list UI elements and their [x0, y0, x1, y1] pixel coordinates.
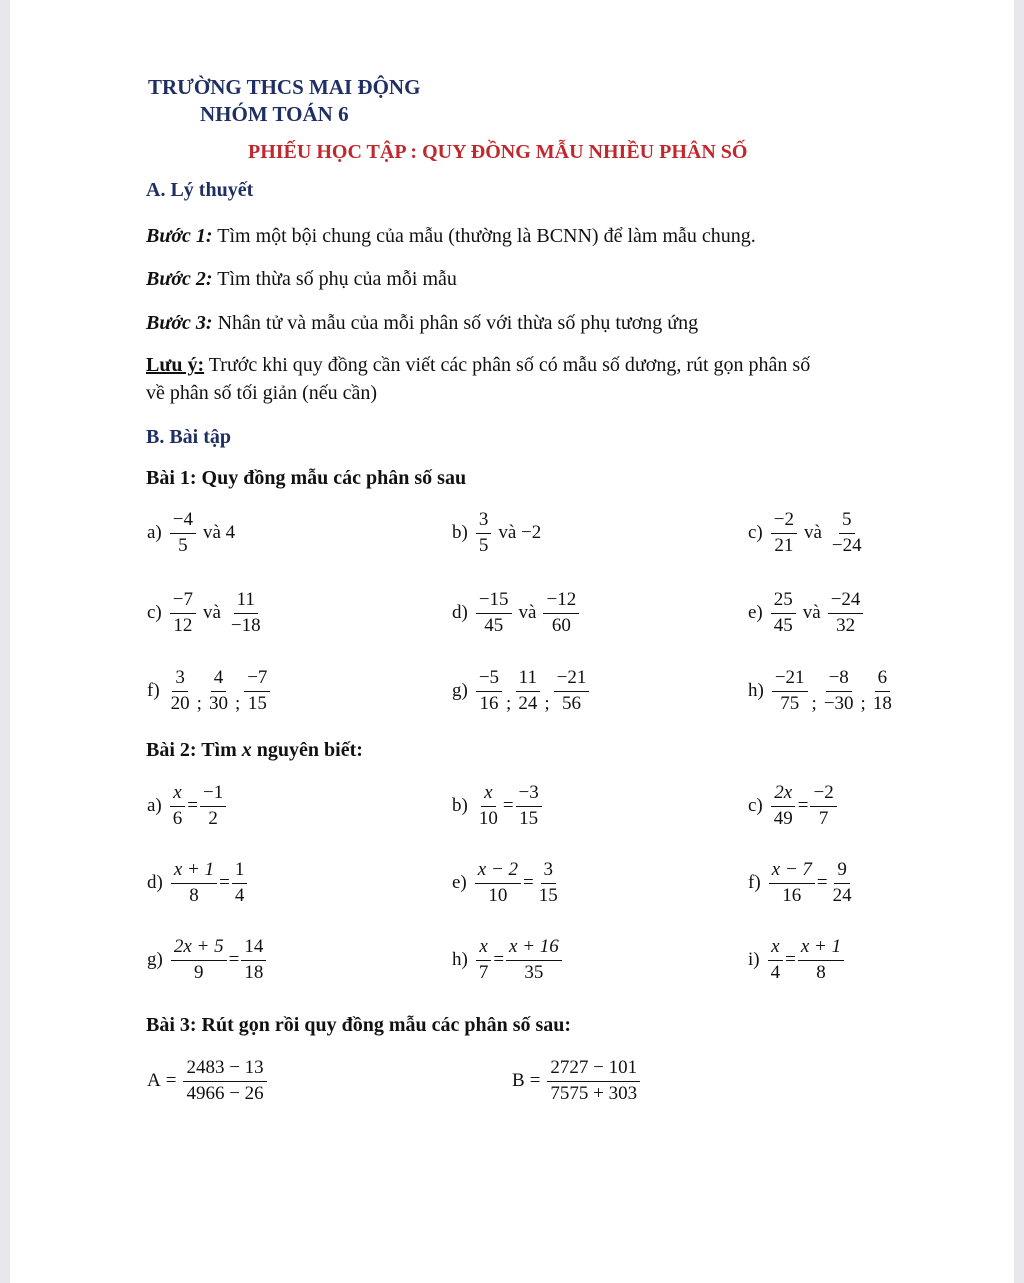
item-label: e) [452, 872, 467, 894]
numerator: 2483 − 13 [183, 1058, 266, 1082]
theory-heading: A. Lý thuyết [146, 179, 254, 201]
bai1-item-f [147, 668, 272, 715]
bai1-item-d [452, 590, 581, 637]
denominator: 15 [538, 884, 558, 906]
fraction [476, 590, 512, 637]
fraction [170, 510, 196, 557]
denominator: 45 [773, 614, 793, 636]
numerator: 3 [476, 510, 492, 534]
step-3 [146, 312, 698, 335]
numerator [171, 937, 227, 961]
note-text-1: Trước khi quy đồng cần viết các phân số có mẫu số dương, rút gọn phân số [204, 354, 811, 376]
bai2-item-i [748, 937, 846, 984]
bai1-item-h [748, 668, 897, 715]
variable: x [484, 782, 493, 803]
fraction [515, 668, 540, 715]
numerator: 2727 − 101 [547, 1058, 640, 1082]
denominator: 24 [518, 692, 538, 714]
worksheet-page [10, 0, 1014, 1283]
numerator: 3 [541, 860, 557, 884]
bai3-title: Bài 3: Rút gọn rồi quy đồng mẫu các phân số sau: [146, 1014, 572, 1036]
fraction [476, 510, 492, 557]
numerator: 4 [211, 668, 227, 692]
fraction [170, 783, 186, 830]
denominator: 15 [247, 692, 267, 714]
equals-sign: = [523, 872, 534, 894]
denominator: 21 [774, 534, 794, 556]
step-1-label: Bước 1: [146, 225, 213, 247]
item-label: f) [748, 872, 761, 894]
item-label: d) [452, 602, 468, 624]
connector: và [802, 602, 821, 624]
bai2-variable: x [241, 739, 252, 761]
separator: ; [811, 692, 817, 714]
fraction [554, 668, 590, 715]
denominator: 32 [836, 614, 856, 636]
fraction [810, 783, 836, 830]
step-3-text: Nhân tử và mẫu của mỗi phân số với thừa số phụ tương ứng [212, 312, 699, 334]
bai1-item-c [748, 510, 867, 557]
denominator: 16 [479, 692, 499, 714]
item-label: f) [147, 680, 160, 702]
numerator: −21 [772, 668, 808, 692]
numerator [506, 937, 562, 961]
fraction [206, 668, 231, 715]
fraction [771, 783, 796, 830]
fraction [870, 668, 895, 715]
numerator: −1 [200, 783, 226, 807]
equals-sign: = [187, 795, 198, 817]
numerator: 3 [172, 668, 188, 692]
item-label: c) [748, 795, 763, 817]
fraction [168, 668, 193, 715]
expression: x − 7 [771, 859, 812, 880]
variable: x [173, 782, 182, 803]
fraction [232, 860, 248, 907]
numerator [170, 783, 184, 807]
expression: x − 2 [477, 859, 519, 880]
bai1-item-a [147, 510, 240, 557]
fraction [476, 937, 492, 984]
bai1-item-b [452, 510, 546, 557]
denominator: 24 [832, 884, 852, 906]
numerator: −3 [516, 783, 542, 807]
bai2-item-d [147, 860, 249, 907]
item-tail: và −2 [498, 522, 542, 544]
bai2-item-g [147, 937, 268, 984]
group-name: NHÓM TOÁN 6 [200, 102, 349, 126]
numerator: −2 [810, 783, 836, 807]
bai1-title: Bài 1: Quy đồng mẫu các phân số sau [146, 467, 467, 489]
denominator: 4966 − 26 [186, 1082, 264, 1104]
fraction [772, 668, 808, 715]
denominator: −18 [230, 614, 261, 636]
item-label: b) [452, 522, 468, 544]
numerator: −24 [828, 590, 864, 614]
fraction [171, 937, 227, 984]
denominator: 12 [173, 614, 193, 636]
exercises-heading: B. Bài tập [146, 426, 232, 448]
step-1-text: Tìm một bội chung của mẫu (thường là BCNN) để làm mẫu chung. [212, 225, 756, 247]
denominator: −24 [831, 534, 862, 556]
item-label: a) [147, 522, 162, 544]
fraction [506, 937, 562, 984]
denominator: 35 [524, 961, 544, 983]
fraction [244, 668, 270, 715]
denominator: 7 [478, 961, 489, 983]
bai2-title-a: Bài 2: Tìm [146, 739, 237, 761]
fraction [830, 860, 855, 907]
worksheet-title: PHIẾU HỌC TẬP : QUY ĐỒNG MẪU NHIỀU PHÂN SỐ [248, 141, 748, 163]
denominator: 5 [178, 534, 188, 556]
fraction [228, 590, 264, 637]
fraction [821, 668, 857, 715]
step-3-label: Bước 3: [146, 312, 213, 334]
bai3-expression-b [512, 1058, 642, 1105]
item-tail: và 4 [202, 522, 236, 544]
denominator: 4 [234, 884, 245, 906]
fraction [475, 860, 521, 907]
note-line-2: về phân số tối giản (nếu cần) [146, 382, 378, 404]
denominator: 45 [484, 614, 504, 636]
bai2-item-a [147, 783, 228, 830]
numerator [475, 860, 521, 884]
denominator: 2 [208, 807, 218, 829]
expression: 2x + 5 [173, 936, 224, 957]
numerator: −8 [826, 668, 852, 692]
equals-sign: = [493, 949, 505, 971]
fraction [828, 590, 864, 637]
numerator [771, 783, 795, 807]
numerator [171, 860, 217, 884]
variable: x [771, 936, 780, 957]
item-label: c) [748, 522, 763, 544]
expression: 2x [774, 782, 793, 803]
denominator: 16 [782, 884, 802, 906]
item-label: a) [147, 795, 162, 817]
numerator: −7 [170, 590, 196, 614]
school-name: TRƯỜNG THCS MAI ĐỘNG [148, 75, 421, 99]
denominator: 75 [780, 692, 800, 714]
denominator: 56 [561, 692, 581, 714]
bai1-item-g [452, 668, 591, 715]
denominator: 60 [551, 614, 571, 636]
denominator: 10 [478, 807, 498, 829]
item-label: h) [748, 680, 764, 702]
fraction [476, 783, 501, 830]
numerator: 9 [834, 860, 850, 884]
expression-label: A [147, 1070, 161, 1092]
denominator: 4 [770, 961, 781, 983]
item-label: g) [452, 680, 468, 702]
equals-sign: = [502, 795, 514, 817]
item-label: h) [452, 949, 468, 971]
expression: x + 1 [800, 936, 842, 957]
numerator: −4 [170, 510, 196, 534]
equals-sign: = [228, 949, 240, 971]
denominator: 49 [773, 807, 793, 829]
note-line-1 [146, 354, 810, 377]
fraction [170, 590, 196, 637]
item-label: g) [147, 949, 163, 971]
denominator: 10 [488, 884, 508, 906]
numerator: −5 [476, 668, 502, 692]
connector: và [202, 602, 221, 624]
note-label: Lưu ý: [146, 354, 205, 376]
separator: ; [196, 692, 202, 714]
numerator: −21 [554, 668, 590, 692]
denominator: 15 [519, 807, 539, 829]
fraction [241, 937, 266, 984]
fraction [547, 1058, 640, 1105]
item-label: b) [452, 795, 468, 817]
fraction [183, 1058, 266, 1105]
fraction [798, 937, 844, 984]
denominator: −30 [823, 692, 854, 714]
item-label: d) [147, 872, 163, 894]
separator: ; [234, 692, 241, 714]
fraction [771, 510, 797, 557]
fraction [200, 783, 226, 830]
bai2-item-h [452, 937, 564, 984]
denominator: 5 [478, 534, 489, 556]
equals-sign: = [529, 1070, 541, 1092]
item-label: e) [748, 602, 763, 624]
equals-sign: = [785, 949, 796, 971]
separator: ; [860, 692, 866, 714]
step-2-text: Tìm thừa số phụ của mỗi mẫu [212, 268, 457, 290]
equals-sign: = [165, 1070, 177, 1092]
numerator [476, 937, 490, 961]
step-2 [146, 268, 457, 291]
equals-sign: = [219, 872, 230, 894]
fraction [476, 668, 502, 715]
denominator: 8 [189, 884, 199, 906]
numerator: −2 [771, 510, 797, 534]
numerator: 11 [516, 668, 540, 692]
connector: và [518, 602, 537, 624]
numerator: 14 [241, 937, 266, 961]
step-2-label: Bước 2: [146, 268, 213, 290]
numerator: −15 [476, 590, 512, 614]
fraction [516, 783, 542, 830]
bai2-item-c [748, 783, 839, 830]
denominator: 20 [170, 692, 190, 714]
bai2-item-f [748, 860, 857, 907]
numerator [768, 937, 782, 961]
separator: ; [506, 692, 512, 714]
bai2-item-b [452, 783, 544, 830]
equals-sign: = [816, 872, 828, 894]
fraction [769, 860, 815, 907]
numerator: −7 [244, 668, 270, 692]
denominator: 9 [193, 961, 204, 983]
numerator: 11 [234, 590, 258, 614]
bai1-item-c2 [147, 590, 266, 637]
numerator: 6 [875, 668, 891, 692]
connector: và [803, 522, 822, 544]
numerator [481, 783, 495, 807]
bai3-expression-a [147, 1058, 269, 1105]
expression: x + 16 [509, 936, 559, 957]
bai1-item-e [748, 590, 865, 637]
numerator: −12 [543, 590, 579, 614]
numerator [769, 860, 815, 884]
denominator: 6 [172, 807, 183, 829]
fraction [768, 937, 784, 984]
variable: x [479, 936, 488, 957]
bai2-item-e [452, 860, 563, 907]
expression: x + 1 [173, 859, 215, 880]
item-label: c) [147, 602, 162, 624]
bai2-title [146, 739, 363, 762]
fraction [829, 510, 865, 557]
denominator: 18 [244, 961, 264, 983]
separator: ; [544, 692, 550, 714]
item-label: i) [748, 949, 760, 971]
numerator: 1 [232, 860, 248, 884]
fraction [771, 590, 796, 637]
denominator: 18 [872, 692, 892, 714]
fraction [171, 860, 217, 907]
step-1 [146, 225, 756, 248]
denominator: 8 [816, 961, 826, 983]
numerator [798, 937, 844, 961]
fraction [543, 590, 579, 637]
numerator: 25 [771, 590, 796, 614]
bai2-title-b: nguyên biết: [256, 739, 363, 761]
numerator: 5 [839, 510, 855, 534]
fraction [536, 860, 561, 907]
denominator: 7 [818, 807, 829, 829]
equals-sign: = [797, 795, 809, 817]
denominator: 7575 + 303 [550, 1082, 638, 1104]
denominator: 30 [208, 692, 228, 714]
expression-label: B [512, 1070, 525, 1092]
